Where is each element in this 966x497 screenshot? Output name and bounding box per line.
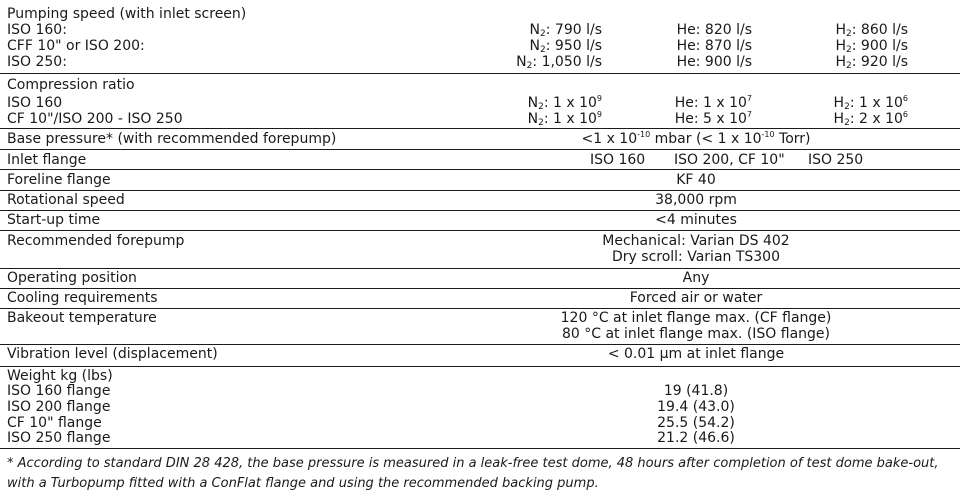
weight-value: 21.2 (46.6) (657, 430, 735, 446)
compression-he: He: 1 x $10^7$ (674, 94, 752, 111)
bakeout-value-1: 120 °C at inlet flange max. (CF flange) (560, 310, 832, 326)
vibration-value: < 0.01 µm at inlet flange (607, 346, 785, 362)
pumping-speed-label: ISO 250: (7, 54, 67, 70)
compression-label: CF 10"/ISO 200 - ISO 250 (7, 111, 183, 127)
pumping-speed-title: Pumping speed (with inlet screen) (7, 6, 247, 22)
foreline-label: Foreline flange (7, 172, 111, 188)
pumping-speed-h2: $H_2$: 920 l/s (835, 54, 908, 71)
pumping-speed-h2: $H_2$: 900 l/s (835, 38, 908, 55)
operating-value: Any (682, 270, 710, 286)
cooling-value: Forced air or water (629, 290, 763, 306)
pumping-speed-label: CFF 10" or ISO 200: (7, 38, 145, 54)
pumping-speed-n2: $N_2$: 950 l/s (529, 38, 602, 55)
row-recommended-forepump (0, 230, 960, 269)
pumping-speed-n2: $N_2$: 790 l/s (529, 22, 602, 39)
row-cooling-requirements (0, 288, 960, 309)
pumping-speed-h2: $H_2$: 860 l/s (835, 22, 908, 39)
pumping-speed-he: He: 820 l/s (676, 22, 752, 38)
inlet-flange-b: ISO 200, CF 10" (674, 152, 785, 168)
weight-value: 25.5 (54.2) (657, 415, 735, 431)
weight-title: Weight kg (lbs) (7, 368, 113, 384)
vibration-label: Vibration level (displacement) (7, 346, 218, 362)
weight-value: 19 (41.8) (663, 383, 729, 399)
row-weight (0, 366, 960, 449)
weight-label: ISO 250 flange (7, 430, 111, 446)
row-rotational-speed (0, 190, 960, 211)
forepump-label: Recommended forepump (7, 233, 185, 249)
compression-title: Compression ratio (7, 77, 135, 93)
inlet-flange-label: Inlet flange (7, 152, 87, 168)
weight-value: 19.4 (43.0) (657, 399, 735, 415)
compression-he: He: 5 x $10^7$ (674, 110, 752, 127)
row-compression-ratio (0, 73, 960, 129)
inlet-flange-c: ISO 250 (808, 152, 864, 168)
cooling-label: Cooling requirements (7, 290, 158, 306)
row-inlet-flange (0, 149, 960, 170)
pumping-speed-label: ISO 160: (7, 22, 67, 38)
weight-label: CF 10" flange (7, 415, 102, 431)
startup-value: <4 minutes (655, 212, 737, 228)
compression-h2: $H_2$: 2 x $10^6$ (833, 110, 908, 128)
bakeout-value-2: 80 °C at inlet flange max. (ISO flange) (561, 326, 831, 342)
bakeout-label: Bakeout temperature (7, 310, 157, 326)
row-vibration-level (0, 344, 960, 367)
pumping-speed-he: He: 870 l/s (676, 38, 752, 54)
operating-label: Operating position (7, 270, 137, 286)
row-base-pressure (0, 128, 960, 150)
row-pumping-speed (0, 0, 960, 74)
weight-label: ISO 160 flange (7, 383, 111, 399)
base-pressure-label: Base pressure* (with recommended forepump) (7, 131, 337, 147)
forepump-value-1: Mechanical: Varian DS 402 (602, 233, 790, 249)
compression-n2: $N_2$: 1 x $10^9$ (527, 94, 602, 112)
startup-label: Start-up time (7, 212, 101, 228)
compression-n2: $N_2$: 1 x $10^9$ (527, 110, 602, 128)
row-bakeout-temperature (0, 308, 960, 345)
weight-label: ISO 200 flange (7, 399, 111, 415)
base-pressure-value: <1 x $10^{-10}$ mbar (< 1 x $10^{-10}$ Torr) (581, 130, 811, 147)
foreline-value: KF 40 (676, 172, 716, 188)
row-foreline-flange (0, 169, 960, 191)
rotational-label: Rotational speed (7, 192, 125, 208)
compression-h2: $H_2$: 1 x $10^6$ (833, 94, 908, 112)
forepump-value-2: Dry scroll: Varian TS300 (612, 249, 780, 265)
compression-label: ISO 160 (7, 95, 63, 111)
pumping-speed-he: He: 900 l/s (676, 54, 752, 70)
footnote: * According to standard DIN 28 428, the base pressure is measured in a leak-free test dome, 48 hours after completion of test dome bake-out, with a Turbopump fitted with a ConFlat flange and using the recommended backing pump. (7, 456, 939, 491)
row-operating-position (0, 268, 960, 289)
rotational-value: 38,000 rpm (655, 192, 737, 208)
row-startup-time (0, 210, 960, 231)
pumping-speed-n2: $N_2$: 1,050 l/s (516, 54, 602, 71)
inlet-flange-a: ISO 160 (590, 152, 646, 168)
